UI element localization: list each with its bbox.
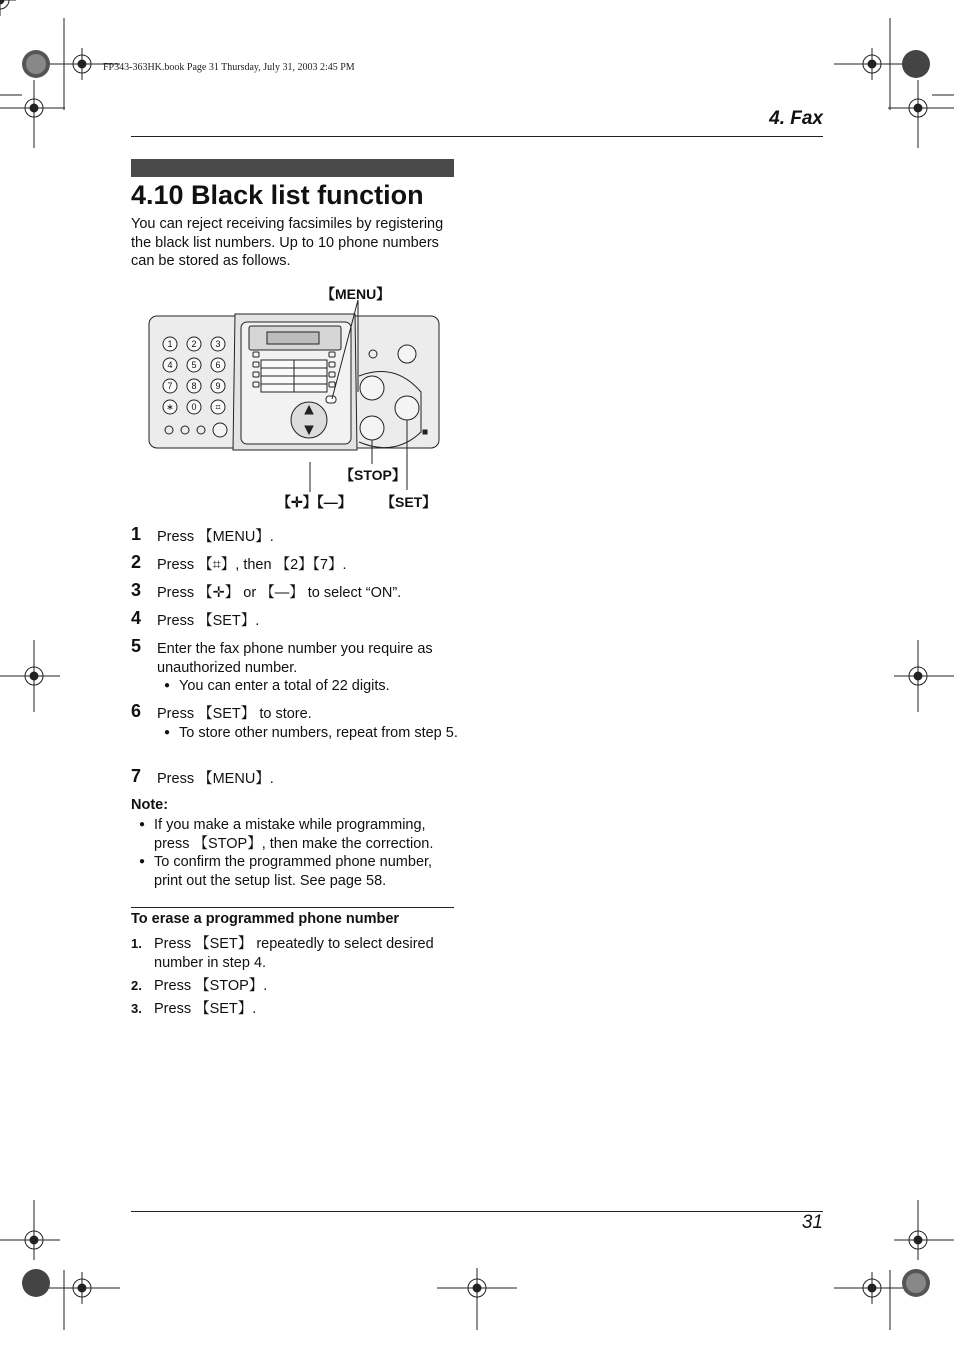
step-text: Press 【SET】 to store. xyxy=(157,706,312,722)
step-number: 3 xyxy=(131,580,142,600)
keypad-key-label: 5 xyxy=(191,360,197,370)
erase-number: 3. xyxy=(131,1001,142,1016)
section-rule xyxy=(131,907,454,908)
footer-rule xyxy=(131,1211,823,1212)
step-text: Press 【✛】 or 【—】 to select “ON”. xyxy=(157,585,402,601)
erase-item-1 xyxy=(131,935,461,972)
file-header: FP343-363HK.book Page 31 Thursday, July 31, 2003 2:45 PM xyxy=(103,62,355,73)
step-4 xyxy=(131,608,461,631)
section-title-bar xyxy=(131,159,454,177)
step-3 xyxy=(131,580,461,603)
step-text: Press 【⌗】, then 【2】【7】. xyxy=(157,557,347,573)
set-callout: 【SET】 xyxy=(381,494,437,510)
keypad-key-label: 0 xyxy=(191,402,197,412)
intro-paragraph: You can reject receiving facsimiles by registering the black list numbers. Up to 10 phone numbers can be stored as follows. xyxy=(131,216,444,269)
page-number: 31 xyxy=(801,1212,823,1233)
keypad-key-label: 6 xyxy=(215,360,221,370)
step-1 xyxy=(131,524,461,547)
note-item: ● To confirm the programmed phone number, print out the setup list. See page 58. xyxy=(154,853,459,890)
step-bullet: ● You can enter a total of 22 digits. xyxy=(179,677,461,696)
step-text: Press 【MENU】. xyxy=(157,529,274,545)
erase-number: 1. xyxy=(131,936,142,951)
step-text: Press 【SET】. xyxy=(157,613,260,629)
note-item: ● If you make a mistake while programming, press 【STOP】, then make the correction. xyxy=(154,816,459,853)
keypad-key-label: 8 xyxy=(191,381,197,391)
step-2 xyxy=(131,552,461,575)
step-6 xyxy=(131,701,461,742)
step-text: Enter the fax phone number you require as unauthorized number. xyxy=(157,641,433,676)
menu-callout: 【MENU】 xyxy=(321,286,391,302)
keypad-key-label: 2 xyxy=(191,339,197,349)
step-number: 7 xyxy=(131,766,142,786)
erase-heading: To erase a programmed phone number xyxy=(131,911,400,927)
note-heading: Note: xyxy=(131,797,169,813)
keypad-key-label: ⌗ xyxy=(215,402,221,412)
erase-item-2 xyxy=(131,977,461,996)
step-number: 4 xyxy=(131,608,142,628)
step-number: 1 xyxy=(131,524,142,544)
erase-text: Press 【SET】 repeatedly to select desired number in step 4. xyxy=(154,936,434,971)
erase-text: Press 【STOP】. xyxy=(154,978,268,994)
keypad-key-label: 3 xyxy=(215,339,221,349)
keypad-key-label: 7 xyxy=(167,381,173,391)
erase-text: Press 【SET】. xyxy=(154,1001,257,1017)
keypad-key-label: 4 xyxy=(167,360,173,370)
keypad-key-label: ∗ xyxy=(166,402,174,412)
erase-item-3 xyxy=(131,1000,461,1019)
erase-number: 2. xyxy=(131,978,142,993)
step-bullet: ● To store other numbers, repeat from step 5. xyxy=(179,724,461,743)
keypad-key-label: 9 xyxy=(215,381,221,391)
step-number: 6 xyxy=(131,701,142,721)
keypad-key-label: 1 xyxy=(167,339,173,349)
plus-minus-callout: 【✛】【—】 xyxy=(277,494,352,510)
chapter-label: 4. Fax xyxy=(769,108,823,129)
step-7 xyxy=(131,766,461,789)
step-text: Press 【MENU】. xyxy=(157,771,274,787)
page-title: 4.10 Black list function xyxy=(131,180,424,210)
step-number: 5 xyxy=(131,636,142,656)
step-number: 2 xyxy=(131,552,142,572)
header-rule xyxy=(131,136,823,137)
step-5 xyxy=(131,636,461,696)
stop-callout: 【STOP】 xyxy=(340,467,406,483)
